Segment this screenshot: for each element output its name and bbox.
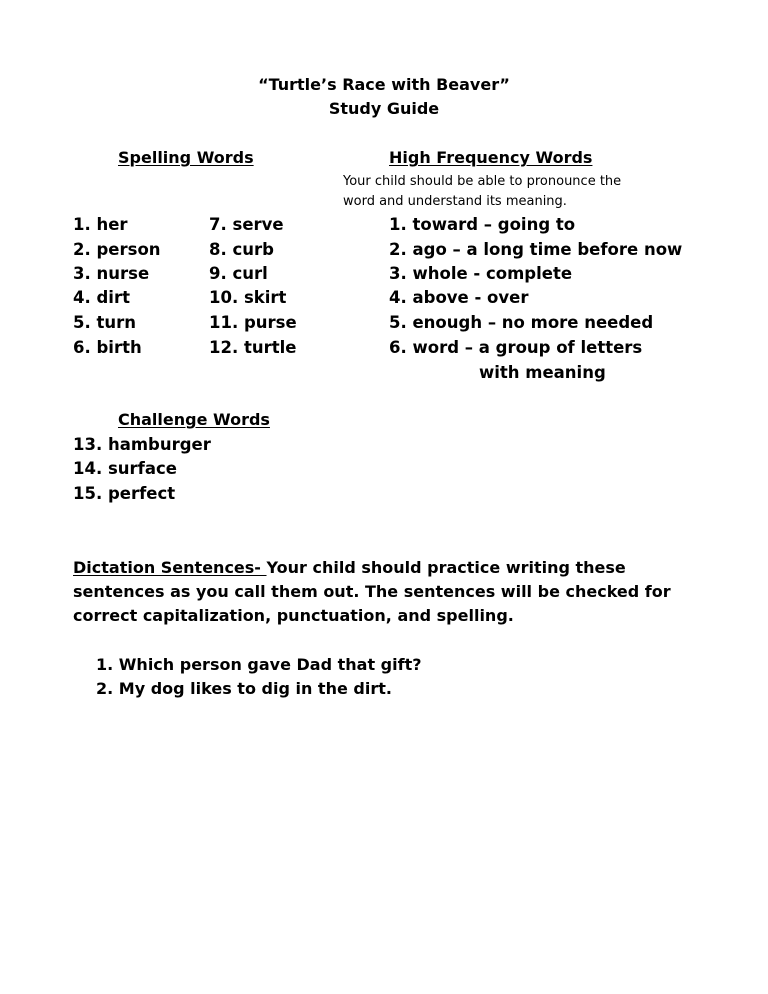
- spelling-word: 12. turtle: [209, 338, 297, 357]
- challenge-word: 13. hamburger: [73, 435, 211, 454]
- spelling-word: 10. skirt: [209, 288, 287, 307]
- spelling-word: 3. nurse: [73, 264, 150, 283]
- spelling-word: 6. birth: [73, 338, 142, 357]
- spelling-word: 9. curl: [209, 264, 268, 283]
- high-frequency-item: 5. enough – no more needed: [389, 313, 654, 332]
- challenge-word: 14. surface: [73, 459, 177, 478]
- high-frequency-heading: High Frequency Words: [389, 148, 593, 167]
- challenge-words-heading: Challenge Words: [118, 410, 270, 429]
- spelling-word: 8. curb: [209, 240, 274, 259]
- high-frequency-item: 2. ago – a long time before now: [389, 240, 683, 259]
- spelling-word: 2. person: [73, 240, 161, 259]
- spelling-word: 11. purse: [209, 313, 297, 332]
- spelling-word: 4. dirt: [73, 288, 130, 307]
- spelling-word: 5. turn: [73, 313, 137, 332]
- document-subtitle: Study Guide: [328, 99, 440, 118]
- high-frequency-item-continuation: with meaning: [479, 363, 606, 382]
- high-frequency-item: 4. above - over: [389, 288, 529, 307]
- dictation-line3: correct capitalization, punctuation, and spelling.: [73, 606, 514, 625]
- dictation-line1: [73, 560, 626, 576]
- high-frequency-item: 3. whole - complete: [389, 264, 573, 283]
- high-frequency-item: 1. toward – going to: [389, 215, 576, 234]
- dictation-instruction-start: Your child should practice writing these: [266, 558, 626, 577]
- spelling-word: 1. her: [73, 215, 128, 234]
- challenge-word: 15. perfect: [73, 484, 176, 503]
- spelling-word: 7. serve: [209, 215, 284, 234]
- dictation-line2: sentences as you call them out. The sentences will be checked for: [73, 582, 671, 601]
- dictation-sentence: 2. My dog likes to dig in the dirt.: [96, 679, 392, 698]
- high-frequency-item: 6. word – a group of letters: [389, 338, 643, 357]
- dictation-sentence: 1. Which person gave Dad that gift?: [96, 655, 422, 674]
- dictation-label: Dictation Sentences-: [73, 558, 267, 577]
- spelling-words-heading: Spelling Words: [118, 148, 254, 167]
- document-title: “Turtle’s Race with Beaver”: [258, 75, 510, 94]
- high-frequency-note-line2: word and understand its meaning.: [343, 194, 567, 209]
- high-frequency-note-line1: Your child should be able to pronounce the: [343, 174, 622, 189]
